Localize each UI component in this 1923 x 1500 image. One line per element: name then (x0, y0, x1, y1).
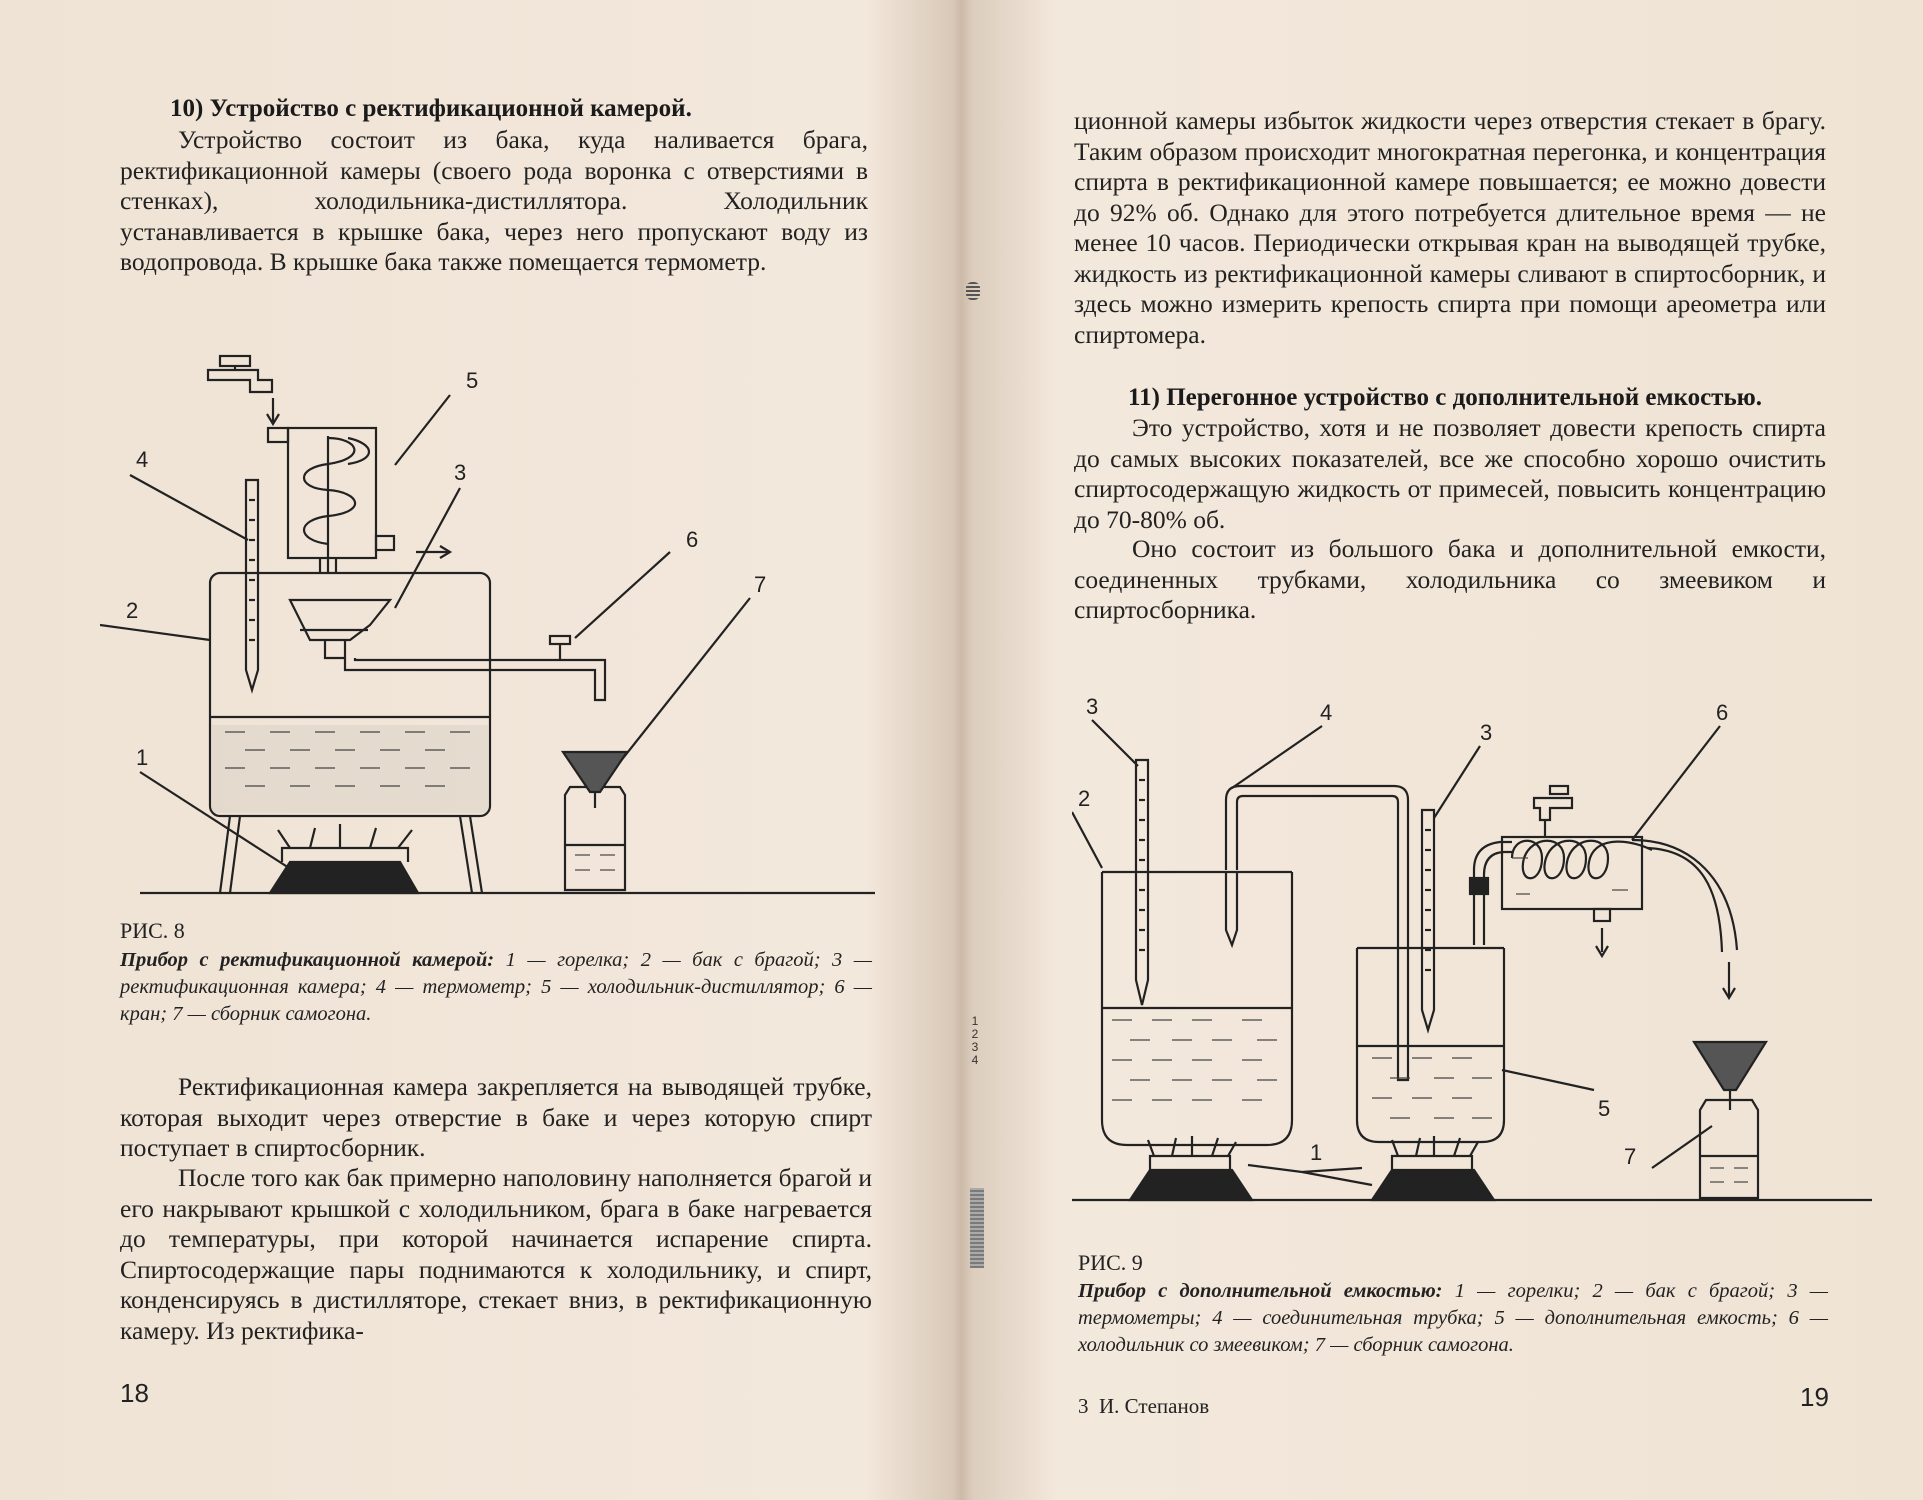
fig9-connecting-tube (1226, 786, 1408, 1080)
fig9-leader-3a (1092, 720, 1138, 766)
fig8-callout-3: 3 (454, 460, 467, 485)
section-heading-11: 11) Перегонное устройство с дополнительной емкостью. (1128, 384, 1763, 411)
fig9-big-tank (1102, 872, 1292, 1145)
fig8-burner (270, 824, 418, 893)
left-paragraph-2: Ректификационная камера закрепляется на выводящей трубке, которая выходит через отверстие в баке и через которую спирт поступает в спиртосборник. (120, 1072, 872, 1162)
fig9-callout-6: 6 (1716, 700, 1729, 725)
fig9-collector (1694, 1042, 1766, 1198)
fig9-leader-3b (1434, 746, 1480, 818)
figure-9-label: РИС. 9 (1078, 1250, 1143, 1275)
figure-9-caption-title: Прибор с дополнительной емкостью: (1078, 1280, 1443, 1302)
fig9-callout-7: 7 (1624, 1144, 1637, 1169)
fig8-callout-7: 7 (754, 572, 767, 597)
fig8-callout-6: 6 (686, 527, 699, 552)
fig9-burner-2 (1372, 1136, 1494, 1200)
right-paragraph-1: ционной камеры избыток жидкости через отверстия стекает в брагу. Таким образом происходит многократная перегонка, и концентрация спирта в ректификационной камере повышается; ее можно довести до 92% об. Однако для этого потребуется длительное время — не менее 10 часов. Периодически открывая кран на выводящей трубке, жидкость из ректификационной камеры сливают в спиртосборник, и здесь можно измерить крепость спирта при помощи ареометра или спиртомера. (1074, 106, 1826, 349)
fig9-leader-7 (1652, 1126, 1712, 1168)
fig9-callout-1: 1 (1310, 1140, 1323, 1165)
fig9-callout-2: 2 (1078, 786, 1091, 811)
fig9-thermometer-2 (1422, 810, 1434, 1030)
fig8-collector (563, 752, 627, 890)
fig9-callout-4: 4 (1320, 700, 1333, 725)
fig8-valve (550, 636, 570, 660)
fig9-leader-4 (1232, 726, 1322, 788)
figure-9-drawing (1072, 690, 1882, 1210)
figure-8-caption-body: 1 — горелка; 2 — бак с брагой; 3 — ректификационная камера; 4 — термометр; 5 — холодильник-дистиллятор; 6 — кран; 7 — сборник самогона. (120, 949, 872, 1025)
fig9-leader-1 (1248, 1165, 1372, 1185)
figure-8-caption-title: Прибор с ректификационной камерой: (120, 949, 495, 971)
fig9-leader-6 (1632, 726, 1720, 840)
fig9-coil-condenser (1502, 786, 1737, 956)
gutter-mark-4: 4 (971, 1053, 979, 1067)
left-paragraph-3: После того как бак примерно наполовину наполняется брагой и его накрывают крышкой с холодильником, брага в баке нагревается до температуры, при которой начинается испарение спирта. Спиртосодержащие пары поднимаются к холодильнику, и спирт, конденсируясь в дистилляторе, стекает вниз, в ректификационную камеру. Из ректифика- (120, 1163, 872, 1345)
fig8-thermometer (246, 480, 258, 690)
fig8-callout-5: 5 (466, 368, 479, 393)
fig8-leader-5 (395, 395, 450, 465)
fig9-leader-5 (1502, 1070, 1594, 1090)
fig9-extra-vessel (1357, 948, 1504, 1142)
figure-8-label: РИС. 8 (120, 918, 185, 943)
gutter-mark-3: 3 (971, 1040, 979, 1054)
figure-8-caption (120, 947, 872, 1028)
fig8-water-faucet (208, 356, 279, 424)
fig9-callout-3b: 3 (1480, 720, 1493, 745)
left-paragraph-1: Устройство состоит из бака, куда наливается брага, ректификационной камеры (своего рода воронка с отверстиями в стенках), холодильника-дистиллятора. Холодильник устанавливается в крышке бака, через него пропускают воду из водопровода. В крышке бака также помещается термометр. (120, 125, 868, 276)
fig8-leader-4 (130, 475, 248, 540)
fig8-leader-2 (100, 625, 210, 640)
figure-8-drawing (100, 340, 890, 900)
right-page (962, 0, 1923, 1500)
fig9-thermometer-1 (1136, 760, 1148, 1005)
right-paragraph-3: Оно состоит из большого бака и дополнительной емкости, соединенных трубками, холодильника со змеевиком и спиртосборника. (1074, 534, 1826, 624)
left-page-number: 18 (120, 1378, 149, 1408)
figure-9-caption (1078, 1278, 1828, 1359)
fig8-condenser (268, 428, 450, 572)
fig9-leader-2 (1072, 812, 1102, 868)
gutter-mark-2: 2 (971, 1027, 979, 1041)
signature-footer: 3 И. Степанов (1078, 1394, 1210, 1418)
fig9-callout-3a: 3 (1086, 694, 1099, 719)
gutter-mark-1: 1 (971, 1014, 979, 1028)
fig8-callout-2: 2 (126, 598, 139, 623)
fig8-rectification-chamber (290, 600, 605, 700)
figure-9-caption-body: 1 — горелки; 2 — бак с брагой; 3 — термометры; 4 — соединительная трубка; 5 — дополнительная емкость; 6 — холодильник со змеевиком; 7 — сборник самогона. (1078, 1280, 1828, 1356)
fig8-callout-4: 4 (136, 447, 149, 472)
fig8-leader-6 (575, 552, 670, 638)
fig8-callout-1: 1 (136, 745, 149, 770)
fig9-callout-5: 5 (1598, 1096, 1611, 1121)
right-paragraph-2: Это устройство, хотя и не позволяет довести крепость спирта до самых высоких показателей, все же способно хорошо очистить спиртосодержащую жидкость от примесей, повысить концентрацию до 70-80% об. (1074, 413, 1826, 534)
section-heading-10: 10) Устройство с ректификационной камерой. (170, 95, 692, 122)
right-page-number: 19 (1800, 1382, 1829, 1412)
fig8-leader-7 (620, 598, 750, 762)
fig8-leader-3 (395, 488, 460, 608)
